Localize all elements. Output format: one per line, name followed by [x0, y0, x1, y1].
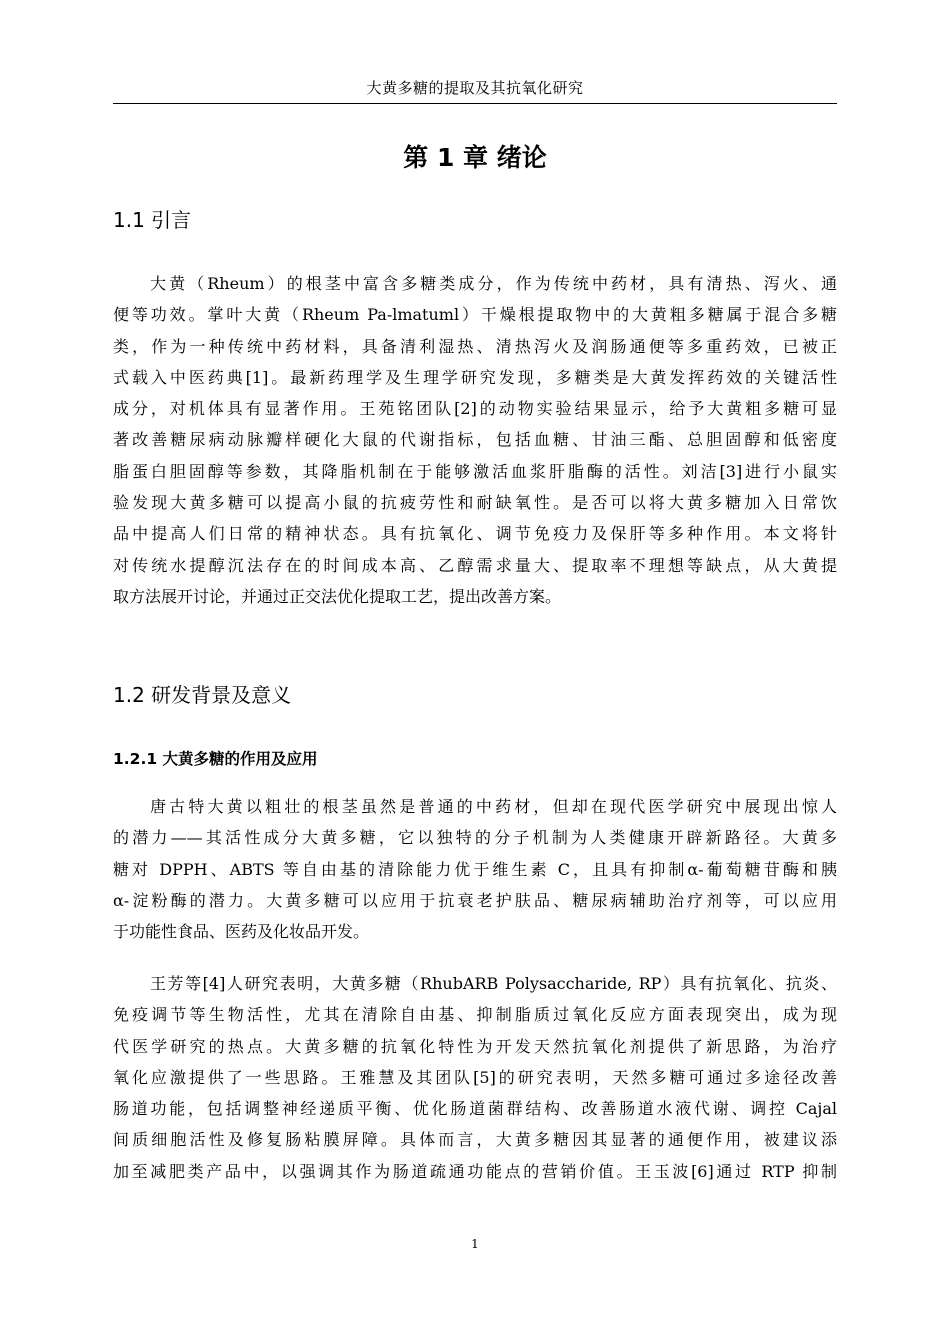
paragraph-line: 验发现大黄多糖可以提高小鼠的抗疲劳性和耐缺氧性。是否可以将大黄多糖加入日常饮	[113, 493, 837, 513]
paragraph-line: 氧化应激提供了一些思路。王雅慧及其团队[5]的研究表明，天然多糖可通过多途径改善	[113, 1067, 837, 1087]
paragraph-line: 取方法展开讨论，并通过正交法优化提取工艺，提出改善方案。	[113, 586, 562, 606]
running-header: 大黄多糖的提取及其抗氧化研究	[366, 79, 584, 97]
paragraph-line: 著改善糖尿病动脉瓣样硬化大鼠的代谢指标，包括血糖、甘油三酯、总胆固醇和低密度	[113, 430, 837, 450]
paragraph-line: 对传统水提醇沉法存在的时间成本高、乙醇需求量大、提取率不理想等缺点，从大黄提	[113, 555, 837, 575]
section-heading-1-2: 1.2 研发背景及意义	[113, 683, 292, 707]
subsection-heading-1-2-1: 1.2.1 大黄多糖的作用及应用	[113, 750, 318, 768]
paragraph-line: 代医学研究的热点。大黄多糖的抗氧化特性为开发天然抗氧化剂提供了新思路，为治疗	[113, 1036, 837, 1056]
section-heading-1-1: 1.1 引言	[113, 208, 192, 232]
paragraph-line: 式载入中医药典[1]。最新药理学及生理学研究发现，多糖类是大黄发挥药效的关键活性	[113, 367, 837, 387]
paragraph-line: 免疫调节等生物活性，尤其在清除自由基、抑制脂质过氧化反应方面表现突出，成为现	[113, 1005, 837, 1025]
header-divider	[113, 103, 837, 104]
paragraph-line: 便等功效。掌叶大黄（Rheum Pa-lmatuml）干燥根提取物中的大黄粗多糖属于混合多糖	[113, 305, 837, 325]
page-number: 1	[471, 1237, 479, 1251]
paragraph-line: 的潜力——其活性成分大黄多糖，它以独特的分子机制为人类健康开辟新路径。大黄多	[113, 828, 837, 848]
chapter-title: 第 1 章 绪论	[403, 143, 547, 172]
intro-paragraph	[113, 268, 837, 612]
paragraph-line: 大黄（Rheum）的根茎中富含多糖类成分，作为传统中药材，具有清热、泻火、通	[150, 274, 837, 293]
paragraph-line: 成分，对机体具有显著作用。王苑铭团队[2]的动物实验结果显示，给予大黄粗多糖可显	[113, 399, 837, 419]
paragraph-line: 间质细胞活性及修复肠粘膜屏障。具体而言，大黄多糖因其显著的通便作用，被建议添	[113, 1130, 837, 1150]
paragraph-line: α-淀粉酶的潜力。大黄多糖可以应用于抗衰老护肤品、糖尿病辅助治疗剂等，可以应用	[113, 890, 837, 910]
paragraph-line: 品中提高人们日常的精神状态。具有抗氧化、调节免疫力及保肝等多种作用。本文将针	[113, 524, 837, 544]
paragraph-line: 唐古特大黄以粗壮的根茎虽然是普通的中药材，但却在现代医学研究中展现出惊人	[150, 797, 837, 816]
paragraph-line: 王芳等[4]人研究表明，大黄多糖（RhubARB Polysaccharide, RP）具有抗氧化、抗炎、	[150, 974, 837, 993]
paragraph-line: 类，作为一种传统中药材料，具备清利湿热、清热泻火及润肠通便等多重药效，已被正	[113, 336, 837, 356]
paragraph-line: 加至减肥类产品中，以强调其作为肠道疏通功能点的营销价值。王玉波[6]通过 RTP 抑制	[113, 1161, 837, 1181]
application-paragraph-2	[113, 968, 837, 1187]
application-paragraph-1	[113, 791, 837, 947]
paragraph-line: 脂蛋白胆固醇等参数，其降脂机制在于能够激活血浆肝脂酶的活性。刘洁[3]进行小鼠实	[113, 461, 837, 481]
paragraph-line: 糖对 DPPH、ABTS 等自由基的清除能力优于维生素 C，且具有抑制α-葡萄糖苷酶和胰	[113, 859, 837, 879]
paragraph-line: 肠道功能，包括调整神经递质平衡、优化肠道菌群结构、改善肠道水液代谢、调控 Cajal	[113, 1099, 837, 1119]
paragraph-line: 于功能性食品、医药及化妆品开发。	[113, 922, 370, 942]
